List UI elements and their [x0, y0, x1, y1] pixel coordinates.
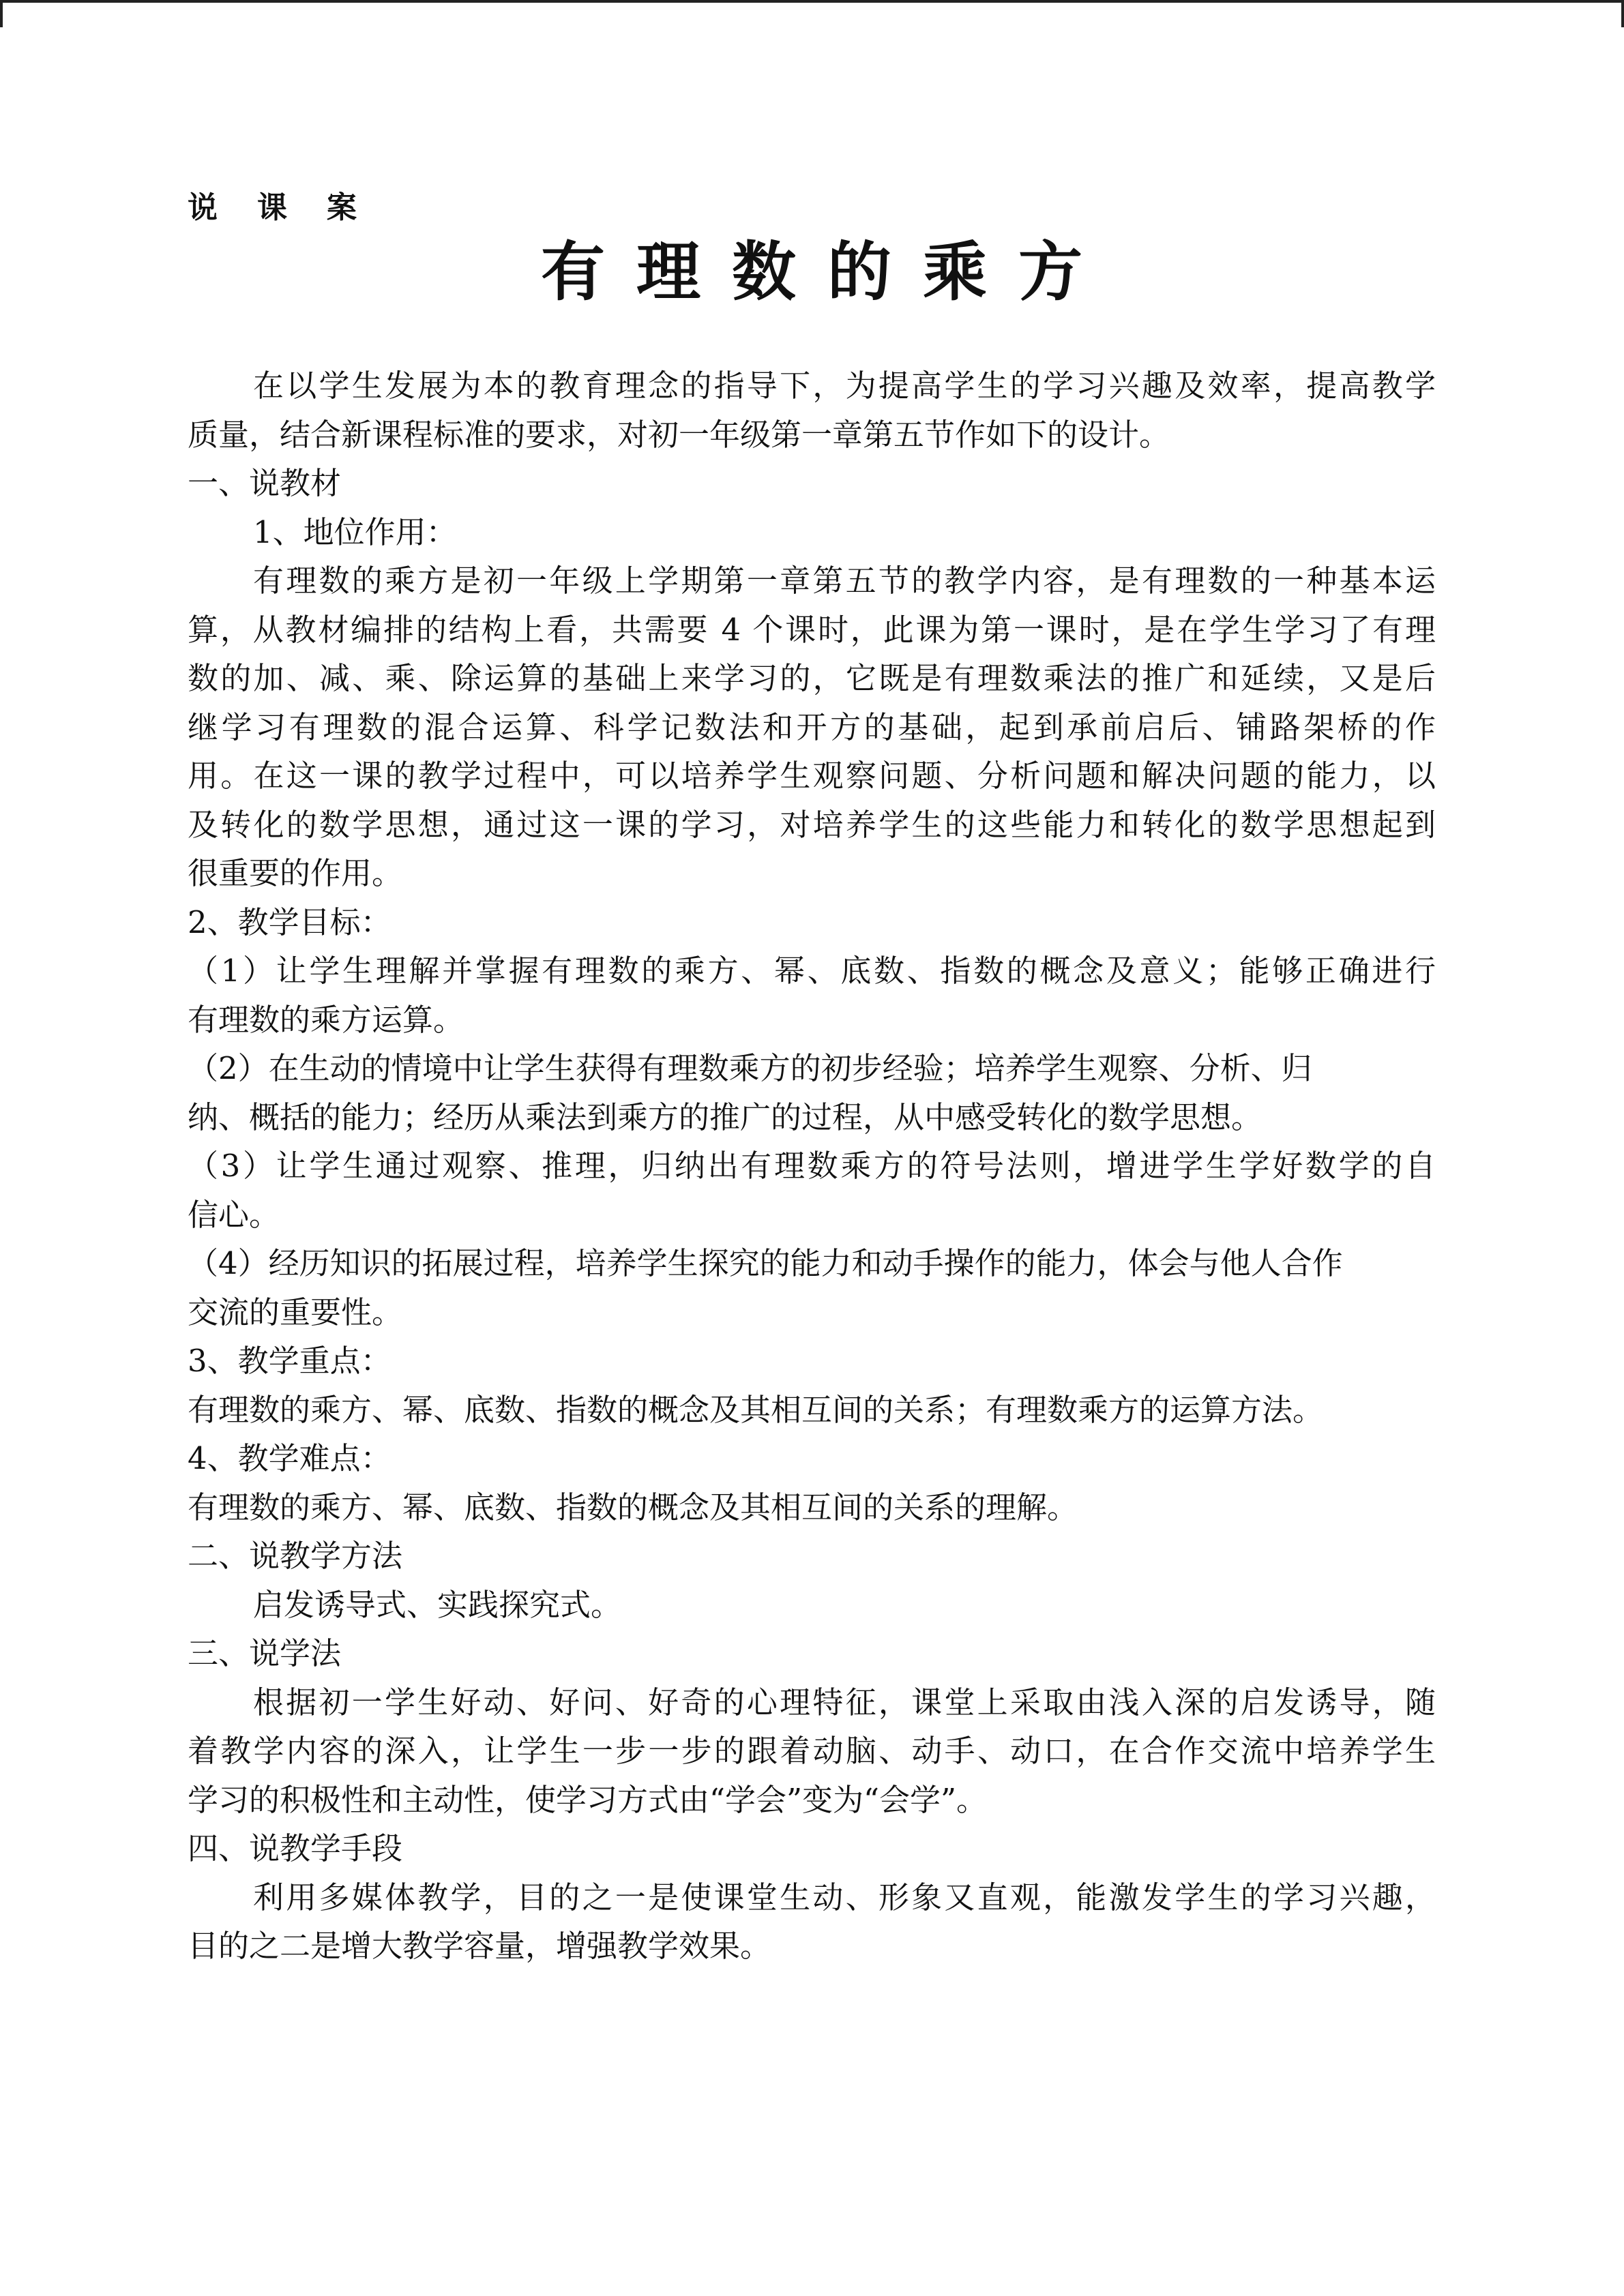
teaching-means-line-2: 目的之二是增大教学容量，增强教学效果。 — [188, 1928, 771, 1964]
section-heading-learning-method: 三、说学法 — [188, 1635, 342, 1671]
objective-1-line-2: 有理数的乘方运算。 — [188, 1001, 464, 1038]
role-paragraph-line-1: 有理数的乘方是初一年级上学期第一章第五节的教学内容，是有理数的一种基本运 — [253, 563, 1436, 599]
page-title: 有理数的乘方 — [540, 235, 1114, 310]
learning-method-line-2: 着教学内容的深入，让学生一步一步的跟着动脑、动手、动口，在合作交流中培养学生 — [188, 1733, 1436, 1769]
objective-2-line-2: 纳、概括的能力；经历从乘法到乘方的推广的过程，从中感受转化的数学思想。 — [188, 1099, 1263, 1135]
section-heading-textbook: 一、说教材 — [188, 465, 342, 501]
difficulties-text: 有理数的乘方、幂、底数、指数的概念及其相互间的关系的理解。 — [188, 1489, 1078, 1525]
objective-4-line-1: （4）经历知识的拓展过程，培养学生探究的能力和动手操作的能力，体会与他人合作 — [188, 1245, 1343, 1281]
subsection-heading-key-points: 3、教学重点： — [188, 1343, 392, 1379]
objective-2-line-1: （2）在生动的情境中让学生获得有理数乘方的初步经验；培养学生观察、分析、归 — [188, 1050, 1312, 1086]
learning-method-line-3: 学习的积极性和主动性，使学习方式由“学会”变为“会学”。 — [188, 1781, 988, 1818]
page-right-border — [1621, 0, 1624, 27]
role-paragraph-line-5: 用。在这一课的教学过程中，可以培养学生观察问题、分析问题和解决问题的能力，以 — [188, 758, 1436, 794]
subsection-heading-role: 1、地位作用： — [253, 513, 457, 550]
page-left-border — [0, 0, 3, 27]
role-paragraph-line-7: 很重要的作用。 — [188, 855, 403, 891]
document-body — [188, 184, 1436, 1971]
role-paragraph-line-6: 及转化的数学思想，通过这一课的学习，对培养学生的这些能力和转化的数学思想起到 — [188, 806, 1436, 843]
teaching-means-line-1: 利用多媒体教学，目的之一是使课堂生动、形象又直观，能激发学生的学习兴趣， — [253, 1879, 1436, 1915]
intro-line-1: 在以学生发展为本的教育理念的指导下，为提高学生的学习兴趣及效率，提高教学 — [253, 368, 1436, 404]
document-kind-label: 说课案 — [188, 190, 396, 225]
objective-1-line-1: （1）让学生理解并掌握有理数的乘方、幂、底数、指数的概念及意义；能够正确进行 — [188, 953, 1436, 989]
subsection-heading-difficulties: 4、教学难点： — [188, 1440, 392, 1476]
role-paragraph-line-2: 算，从教材编排的结构上看，共需要 4 个课时，此课为第一课时，是在学生学习了有理 — [188, 611, 1436, 648]
section-heading-teaching-means: 四、说教学手段 — [188, 1830, 403, 1866]
page-top-border — [0, 0, 1624, 3]
key-points-text: 有理数的乘方、幂、底数、指数的概念及其相互间的关系；有理数乘方的运算方法。 — [188, 1391, 1324, 1428]
section-heading-teaching-method: 二、说教学方法 — [188, 1538, 403, 1574]
role-paragraph-line-4: 继学习有理数的混合运算、科学记数法和开方的基础，起到承前启后、铺路架桥的作 — [188, 709, 1436, 745]
learning-method-line-1: 根据初一学生好动、好问、好奇的心理特征，课堂上采取由浅入深的启发诱导，随 — [253, 1684, 1436, 1720]
teaching-method-text: 启发诱导式、实践探究式。 — [253, 1586, 622, 1623]
objective-4-line-2: 交流的重要性。 — [188, 1294, 403, 1330]
role-paragraph-line-3: 数的加、减、乘、除运算的基础上来学习的，它既是有理数乘法的推广和延续，又是后 — [188, 660, 1436, 696]
objective-3-line-2: 信心。 — [188, 1196, 280, 1233]
subsection-heading-objectives: 2、教学目标： — [188, 904, 392, 940]
objective-3-line-1: （3）让学生通过观察、推理，归纳出有理数乘方的符号法则，增进学生学好数学的自 — [188, 1148, 1436, 1184]
intro-line-2: 质量，结合新课程标准的要求，对初一年级第一章第五节作如下的设计。 — [188, 416, 1170, 453]
